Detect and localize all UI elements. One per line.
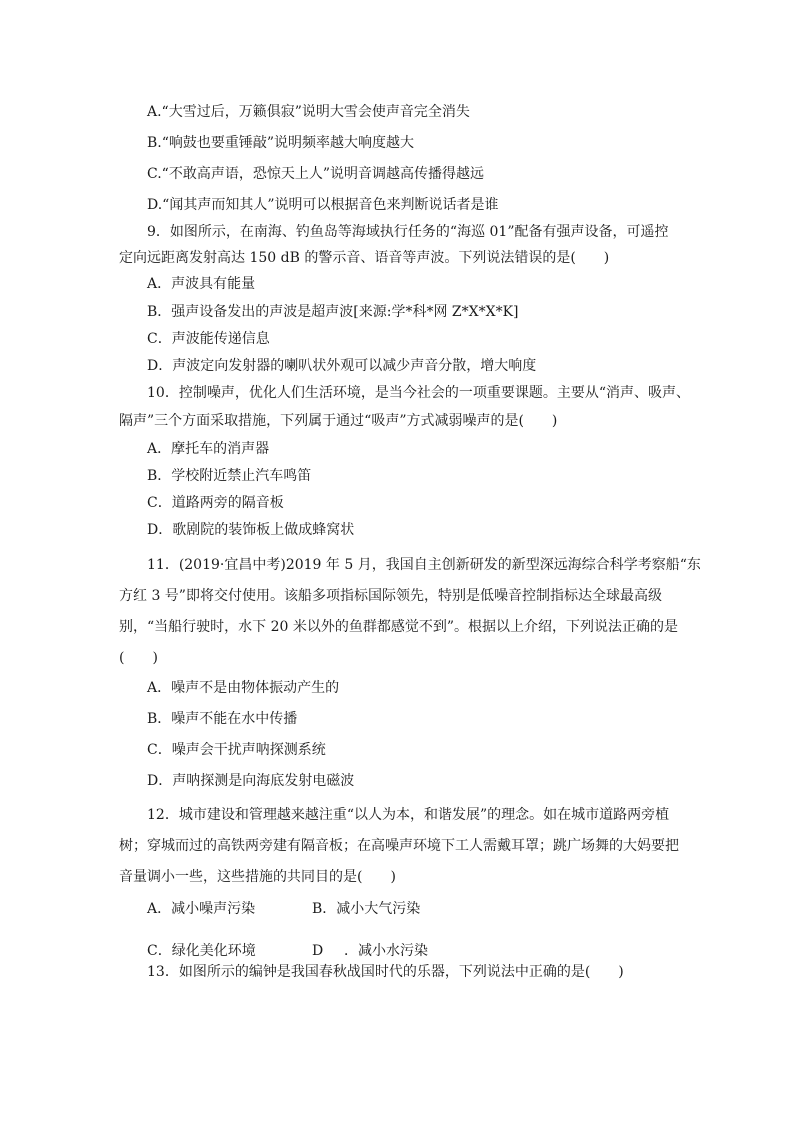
q9-option-d: D．声波定向发射器的喇叭状外观可以减少声音分散，增大响度 xyxy=(147,358,537,374)
q8-option-a: A.“大雪过后，万籁俱寂”说明大雪会使声音完全消失 xyxy=(147,104,470,120)
q10-option-c: C．道路两旁的隔音板 xyxy=(147,495,284,511)
q9-stem-line-2: 定向远距离发射高达 150 dB 的警示音、语音等声波。下列说法错误的是( ) xyxy=(119,250,610,266)
q13-stem: 13．如图所示的编钟是我国春秋战国时代的乐器，下列说法中正确的是( ) xyxy=(147,964,624,980)
q12-option-d-letter: D xyxy=(312,943,324,959)
q11-stem-line-3: 别，“当船行驶时，水下 20 米以外的鱼群都感觉不到”。根据以上介绍，下列说法正确的是 xyxy=(119,619,679,635)
q12-option-a: A．减小噪声污染 xyxy=(147,901,256,917)
q11-stem-line-4: ( ) xyxy=(119,650,158,666)
q11-stem-line-1: 11．(2019·宜昌中考)2019 年 5 月，我国自主创新研发的新型深远海综合科学考察船“东 xyxy=(147,557,701,573)
q12-stem-line-1: 12．城市建设和管理越来越注重“以人为本，和谐发展”的理念。如在城市道路两旁植 xyxy=(147,807,670,823)
q11-option-a: A．噪声不是由物体振动产生的 xyxy=(147,680,340,696)
q12-option-b: B．减小大气污染 xyxy=(312,901,421,917)
q10-option-a: A．摩托车的消声器 xyxy=(147,441,270,457)
q11-stem-line-2: 方红 3 号”即将交付使用。该船多项指标国际领先，特别是低噪音控制指标达全球最高级 xyxy=(119,588,662,604)
q8-option-c: C.“不敢高声语，恐惊天上人”说明音调越高传播得越远 xyxy=(147,166,484,182)
q9-option-b: B．强声设备发出的声波是超声波[来源:学*科*网 Z*X*X*K] xyxy=(147,304,519,320)
q12-stem-line-3: 音量调小一些，这些措施的共同目的是( ) xyxy=(119,869,396,885)
q11-option-d: D．声呐探测是向海底发射电磁波 xyxy=(147,773,355,789)
q8-option-d: D.“闻其声而知其人”说明可以根据音色来判断说话者是谁 xyxy=(147,197,499,213)
q11-option-c: C．噪声会干扰声呐探测系统 xyxy=(147,742,326,758)
q12-stem-line-2: 树；穿城而过的高铁两旁建有隔音板；在高噪声环境下工人需戴耳罩；跳广场舞的大妈要把 xyxy=(119,838,679,854)
q10-option-b: B．学校附近禁止汽车鸣笛 xyxy=(147,468,312,484)
q11-option-b: B．噪声不能在水中传播 xyxy=(147,711,298,727)
q12-option-d-text: ．减小水污染 xyxy=(344,943,428,959)
q8-option-b: B.“响鼓也要重锤敲”说明频率越大响度越大 xyxy=(147,135,415,151)
q10-option-d: D．歌剧院的装饰板上做成蜂窝状 xyxy=(147,522,355,538)
q9-option-c: C．声波能传递信息 xyxy=(147,331,270,347)
q9-option-a: A．声波具有能量 xyxy=(147,276,256,292)
q10-stem-line-1: 10．控制噪声，优化人们生活环境，是当今社会的一项重要课题。主要从“消声、吸声、 xyxy=(147,385,690,401)
q10-stem-line-2: 隔声”三个方面采取措施，下列属于通过“吸声”方式减弱噪声的是( ) xyxy=(119,413,558,429)
q9-stem-line-1: 9．如图所示，在南海、钓鱼岛等海域执行任务的“海巡 01”配备有强声设备，可遥控 xyxy=(147,224,669,240)
q12-option-c: C．绿化美化环境 xyxy=(147,943,256,959)
